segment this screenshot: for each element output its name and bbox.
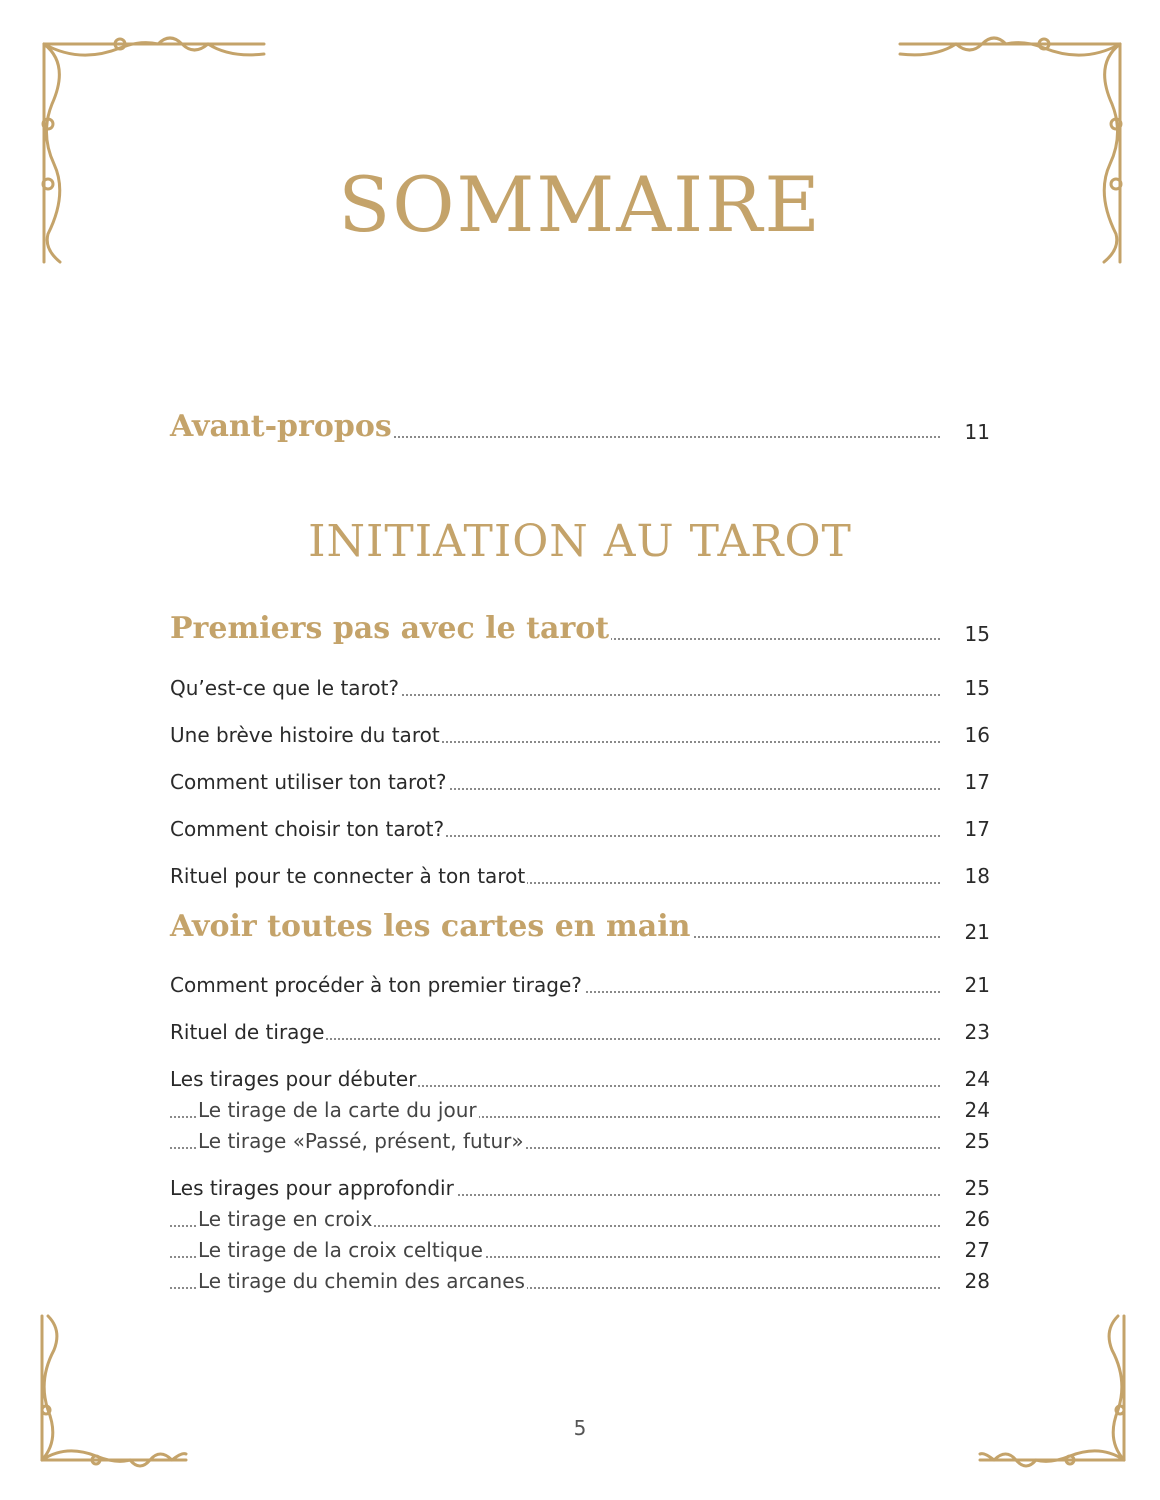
toc-entry-label: Les tirages pour débuter bbox=[170, 1067, 417, 1091]
toc-entry-page: 21 bbox=[964, 920, 990, 944]
toc-entry-page: 21 bbox=[964, 973, 990, 997]
toc-entry-label: Comment choisir ton tarot? bbox=[170, 817, 445, 841]
toc-section-avoir-toutes-les-cartes[interactable] bbox=[170, 909, 990, 950]
page-number: 5 bbox=[573, 1416, 587, 1440]
toc-entry-page: 28 bbox=[964, 1269, 990, 1293]
toc-entry-page: 23 bbox=[964, 1020, 990, 1044]
toc-entry-label: Comment utiliser ton tarot? bbox=[170, 770, 447, 794]
page-title: SOMMAIRE bbox=[338, 160, 822, 249]
toc-entry[interactable] bbox=[170, 670, 990, 706]
toc-entry-label: Le tirage de la carte du jour bbox=[198, 1098, 477, 1122]
toc-entry-label: Rituel de tirage bbox=[170, 1020, 325, 1044]
ornament-corner-bottom-left-icon bbox=[36, 1310, 196, 1470]
toc-entry-page: 18 bbox=[964, 864, 990, 888]
toc-entry-page: 15 bbox=[964, 622, 990, 646]
toc-entry-page: 26 bbox=[964, 1207, 990, 1231]
toc-entry-label: Le tirage «Passé, présent, futur» bbox=[198, 1129, 524, 1153]
toc-entry-page: 17 bbox=[964, 817, 990, 841]
part-title: INITIATION AU TAROT bbox=[308, 516, 852, 567]
toc-entry-label: Premiers pas avec le tarot bbox=[170, 611, 610, 646]
toc-entry-page: 17 bbox=[964, 770, 990, 794]
toc-section-premiers-pas[interactable] bbox=[170, 611, 990, 652]
toc-subentry[interactable] bbox=[170, 1263, 990, 1299]
toc-entry-page: 24 bbox=[964, 1098, 990, 1122]
toc-entry-label: Rituel pour te connecter à ton tarot bbox=[170, 864, 526, 888]
toc-entry-page: 25 bbox=[964, 1176, 990, 1200]
toc-entry-page: 15 bbox=[964, 676, 990, 700]
toc-entry-label: Une brève histoire du tarot bbox=[170, 723, 440, 747]
toc-entry-label: Avant-propos bbox=[170, 409, 392, 444]
toc-entry-page: 11 bbox=[964, 420, 990, 444]
toc-entry[interactable] bbox=[170, 1014, 990, 1050]
toc-entry-label: Le tirage du chemin des arcanes bbox=[198, 1269, 525, 1293]
toc-entry[interactable] bbox=[170, 764, 990, 800]
ornament-corner-bottom-right-icon bbox=[970, 1310, 1130, 1470]
toc-entry-label: Avoir toutes les cartes en main bbox=[170, 909, 691, 944]
toc-entry-page: 27 bbox=[964, 1238, 990, 1262]
toc-entry-label: Le tirage de la croix celtique bbox=[198, 1238, 483, 1262]
toc-subentry[interactable] bbox=[170, 1123, 990, 1159]
toc-entry[interactable] bbox=[170, 858, 990, 894]
toc-entry-avant-propos[interactable] bbox=[170, 409, 990, 450]
toc-entry-page: 16 bbox=[964, 723, 990, 747]
toc-entry-page: 25 bbox=[964, 1129, 990, 1153]
toc-entry-label: Les tirages pour approfondir bbox=[170, 1176, 454, 1200]
toc-entry[interactable] bbox=[170, 811, 990, 847]
toc-entry-label: Comment procéder à ton premier tirage? bbox=[170, 973, 582, 997]
toc-entry[interactable] bbox=[170, 717, 990, 753]
toc-entry[interactable] bbox=[170, 967, 990, 1003]
toc-entry-label: Qu’est-ce que le tarot? bbox=[170, 676, 400, 700]
toc-entry-page: 24 bbox=[964, 1067, 990, 1091]
toc-entry-label: Le tirage en croix bbox=[198, 1207, 373, 1231]
